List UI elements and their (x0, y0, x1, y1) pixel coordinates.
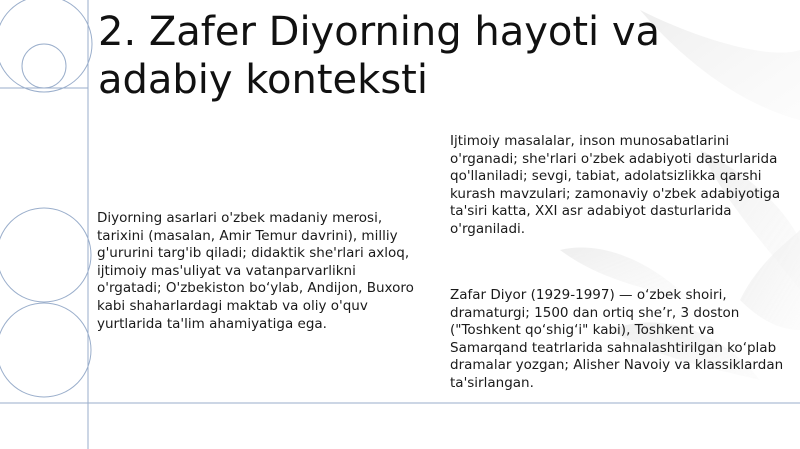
right-bottom-paragraph: Zafar Diyor (1929-1997) — o‘zbek shoiri, dramaturgi; 1500 dan ortiq she’r, 3 doston ("Toshkent qo‘shig‘i" kabi), Toshkent va Samarqand teatrlarida sahnalashtirilgan ko‘plab dramalar yozgan; Alisher Navoiy va klassiklardan ta'sirlangan. (450, 287, 784, 391)
right-top-paragraph: Ijtimoiy masalalar, inson munosabatlarini o'rganadi; she'rlari o'zbek adabiyoti dasturlarida qo'llaniladi; sevgi, tabiat, adolatsizlikka qarshi kurash mavzulari; zamonaviy o'zbek adabiyotiga ta'siri katta, XXI asr adabiyot dasturlarida o'rganiladi. (450, 133, 781, 237)
left-paragraph: Diyorning asarlari o'zbek madaniy merosi, tarixini (masalan, Amir Temur davrini), milliy g'ururini targ'ib qiladi; didaktik she'rlari axloq, ijtimoiy mas'uliyat va vatanparvarlikni o'rgatadi; O'zbekiston bo‘ylab, Andijon, Buxoro kabi shaharlardagi maktab va oliy o'quv yurtlarida ta'lim ahamiyatiga ega. (97, 210, 414, 332)
slide-title: 2. Zafer Diyorning hayoti va adabiy konteksti (98, 9, 661, 103)
